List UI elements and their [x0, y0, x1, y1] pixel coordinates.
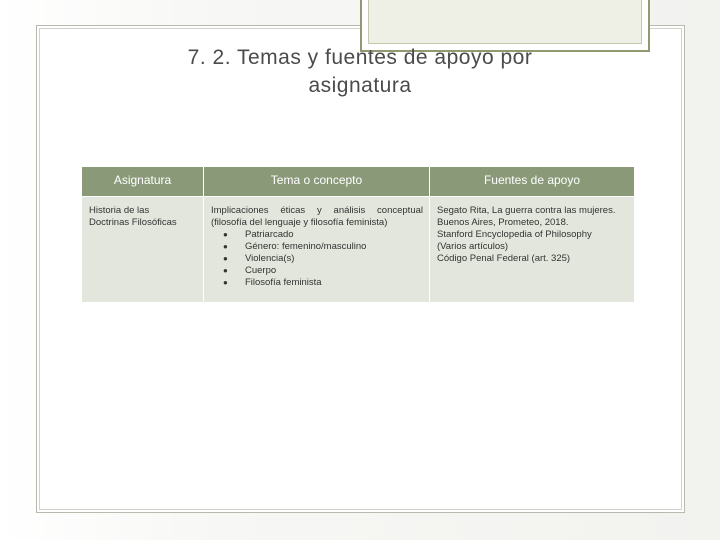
table-row [82, 197, 635, 303]
bullet-text: Filosofía feminista [245, 277, 322, 288]
fuente-line: (Varios artículos) [437, 241, 509, 252]
fuente-line: Segato Rita, La guerra contra las mujeres. [437, 205, 616, 216]
header-tema: Tema o concepto [204, 167, 430, 197]
list-item [223, 277, 423, 289]
list-item [223, 241, 423, 253]
slide-title [120, 44, 600, 100]
table-header-row [82, 167, 635, 197]
tema-intro: Implicaciones éticas y análisis conceptual (filosofía del lenguaje y filosofía feminista) [211, 205, 423, 228]
list-item [223, 265, 423, 277]
bullet-text: Violencia(s) [245, 253, 295, 264]
tema-bullet-list [211, 229, 423, 289]
header-asignatura: Asignatura [82, 167, 204, 197]
bullet-icon: ● [223, 230, 228, 239]
asignatura-line: Historia de las [89, 205, 150, 216]
slide-title-line-2: asignatura [308, 74, 412, 97]
list-item [223, 253, 423, 265]
list-item [223, 229, 423, 241]
bullet-icon: ● [223, 266, 228, 275]
fuente-line: Código Penal Federal (art. 325) [437, 253, 571, 264]
bullet-text: Género: femenino/masculino [245, 241, 367, 252]
bullet-text: Cuerpo [245, 265, 277, 276]
cell-fuentes [430, 197, 635, 303]
bullet-icon: ● [223, 254, 228, 263]
slide-title-line-1: 7. 2. Temas y fuentes de apoyo por [187, 46, 533, 69]
bullet-icon: ● [223, 242, 228, 251]
cell-asignatura [82, 197, 204, 303]
subjects-table [81, 166, 635, 303]
header-fuentes: Fuentes de apoyo [430, 167, 635, 197]
fuente-line: Buenos Aires, Prometeo, 2018. [437, 217, 569, 228]
fuente-line: Stanford Encyclopedia of Philosophy [437, 229, 592, 240]
asignatura-line: Doctrinas Filosóficas [89, 217, 177, 228]
decorative-header-box-inner [368, 0, 642, 44]
bullet-icon: ● [223, 278, 228, 287]
cell-tema [204, 197, 430, 303]
bullet-text: Patriarcado [245, 229, 294, 240]
